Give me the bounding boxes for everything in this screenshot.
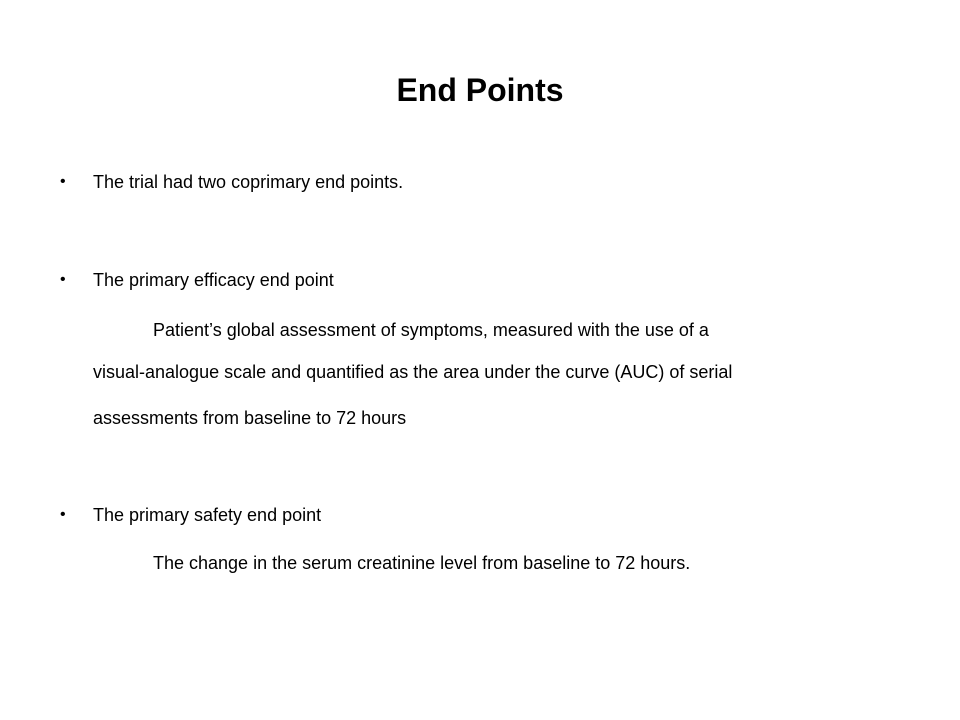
- bullet-text: The trial had two coprimary end points.: [93, 172, 404, 192]
- bullet-icon: •: [60, 271, 66, 288]
- bullet-text: The primary safety end point: [93, 505, 322, 525]
- bullet-text: The primary efficacy end point: [93, 270, 334, 290]
- detail-line: assessments from baseline to 72 hours: [93, 408, 407, 428]
- detail-line: Patient’s global assessment of symptoms, measured with the use of a: [153, 320, 709, 340]
- detail-line: The change in the serum creatinine level from baseline to 72 hours.: [153, 553, 691, 573]
- detail-line: visual-analogue scale and quantified as the area under the curve (AUC) of serial: [93, 362, 733, 382]
- bullet-icon: •: [60, 506, 66, 523]
- slide-title: End Points: [396, 72, 564, 108]
- bullet-icon: •: [60, 173, 66, 190]
